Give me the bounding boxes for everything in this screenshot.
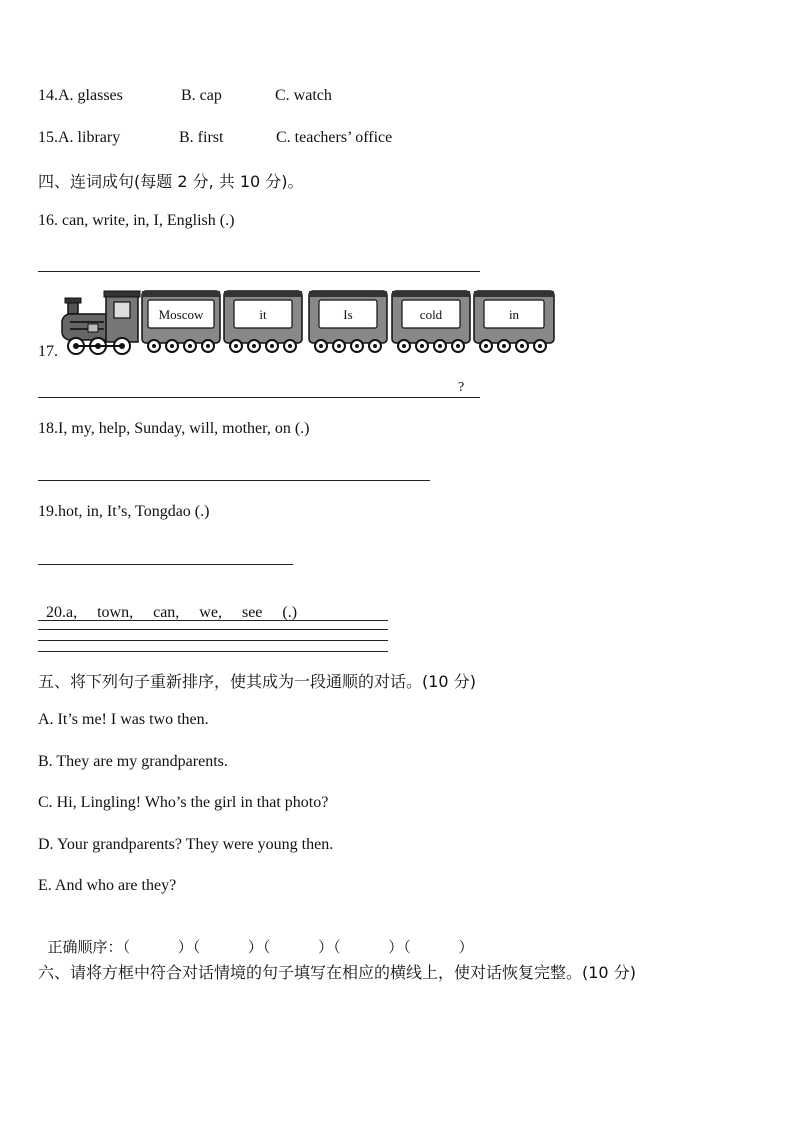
- question-14: [38, 87, 123, 105]
- answer-line-20[interactable]: [38, 629, 388, 630]
- train-car-label: Moscow: [158, 307, 204, 322]
- option-b: B. cap: [181, 87, 222, 104]
- option-c: C. teachers’ office: [276, 129, 393, 146]
- word-list: I, my, help, Sunday, will, mother, on (.): [58, 420, 310, 437]
- answer-line-17[interactable]: [38, 397, 480, 398]
- question-mark: ?: [458, 380, 465, 395]
- train-car-label: cold: [419, 307, 443, 322]
- answer-line-19[interactable]: [38, 564, 293, 565]
- answer-line-20[interactable]: [38, 651, 388, 652]
- dialogue-sentence-e: E. And who are they?: [38, 877, 177, 894]
- dialogue-sentence-c: C. Hi, Lingling! Who’s the girl in that photo?: [38, 794, 329, 811]
- option-b: B. first: [179, 129, 224, 146]
- option-a: A. library: [58, 129, 121, 146]
- option-c: C. watch: [275, 87, 332, 104]
- train-car: [142, 291, 220, 352]
- correct-order-row: [38, 918, 473, 957]
- train-car: [392, 291, 470, 352]
- train-car: [309, 291, 387, 352]
- question-19: [38, 503, 209, 521]
- word-list: can, write, in, I, English (.): [58, 212, 235, 229]
- word-list: a, town, can, we, see (.): [66, 604, 298, 621]
- locomotive-icon: [62, 291, 140, 354]
- answer-line-18[interactable]: [38, 480, 430, 481]
- train-car-label: in: [508, 307, 520, 322]
- correct-order-label: 正确顺序：: [47, 938, 123, 956]
- dialogue-sentence-b: B. They are my grandparents.: [38, 753, 228, 770]
- question-17-number: 17.: [38, 343, 58, 360]
- section-6-heading: 六、请将方框中符合对话情境的句子填写在相应的横线上，使对话恢复完整。(10 分): [38, 963, 636, 982]
- section-4-heading: 四、连词成句(每题 2 分, 共 10 分)。: [38, 172, 304, 191]
- option-a: A. glasses: [58, 87, 123, 104]
- question-number: 14.: [38, 87, 58, 104]
- question-18: [38, 420, 309, 438]
- train-car: [474, 291, 554, 352]
- question-number: 19.: [38, 503, 58, 520]
- word-list: hot, in, It’s, Tongdao (.): [58, 503, 210, 520]
- question-number: 15.: [38, 129, 58, 146]
- question-20: [38, 586, 297, 622]
- question-number: 20.: [46, 604, 66, 621]
- train-car-label: Is: [343, 307, 353, 322]
- train-car-label: it: [259, 307, 267, 322]
- question-number: 16.: [38, 212, 58, 229]
- order-answer-slots[interactable]: （ ）（ ）（ ）（ ）（ ）: [122, 938, 474, 956]
- dialogue-sentence-d: D. Your grandparents? They were young then.: [38, 836, 334, 853]
- question-15: [38, 129, 120, 147]
- answer-line-20[interactable]: [38, 620, 388, 621]
- dialogue-sentence-a: A. It’s me! I was two then.: [38, 711, 209, 728]
- train-car: [224, 291, 302, 352]
- section-5-heading: 五、将下列句子重新排序，使其成为一段通顺的对话。(10 分): [38, 672, 476, 691]
- answer-line-16[interactable]: [38, 271, 480, 272]
- question-16: [38, 212, 234, 230]
- answer-line-20[interactable]: [38, 640, 388, 641]
- train-illustration: [58, 288, 558, 360]
- question-number: 18.: [38, 420, 58, 437]
